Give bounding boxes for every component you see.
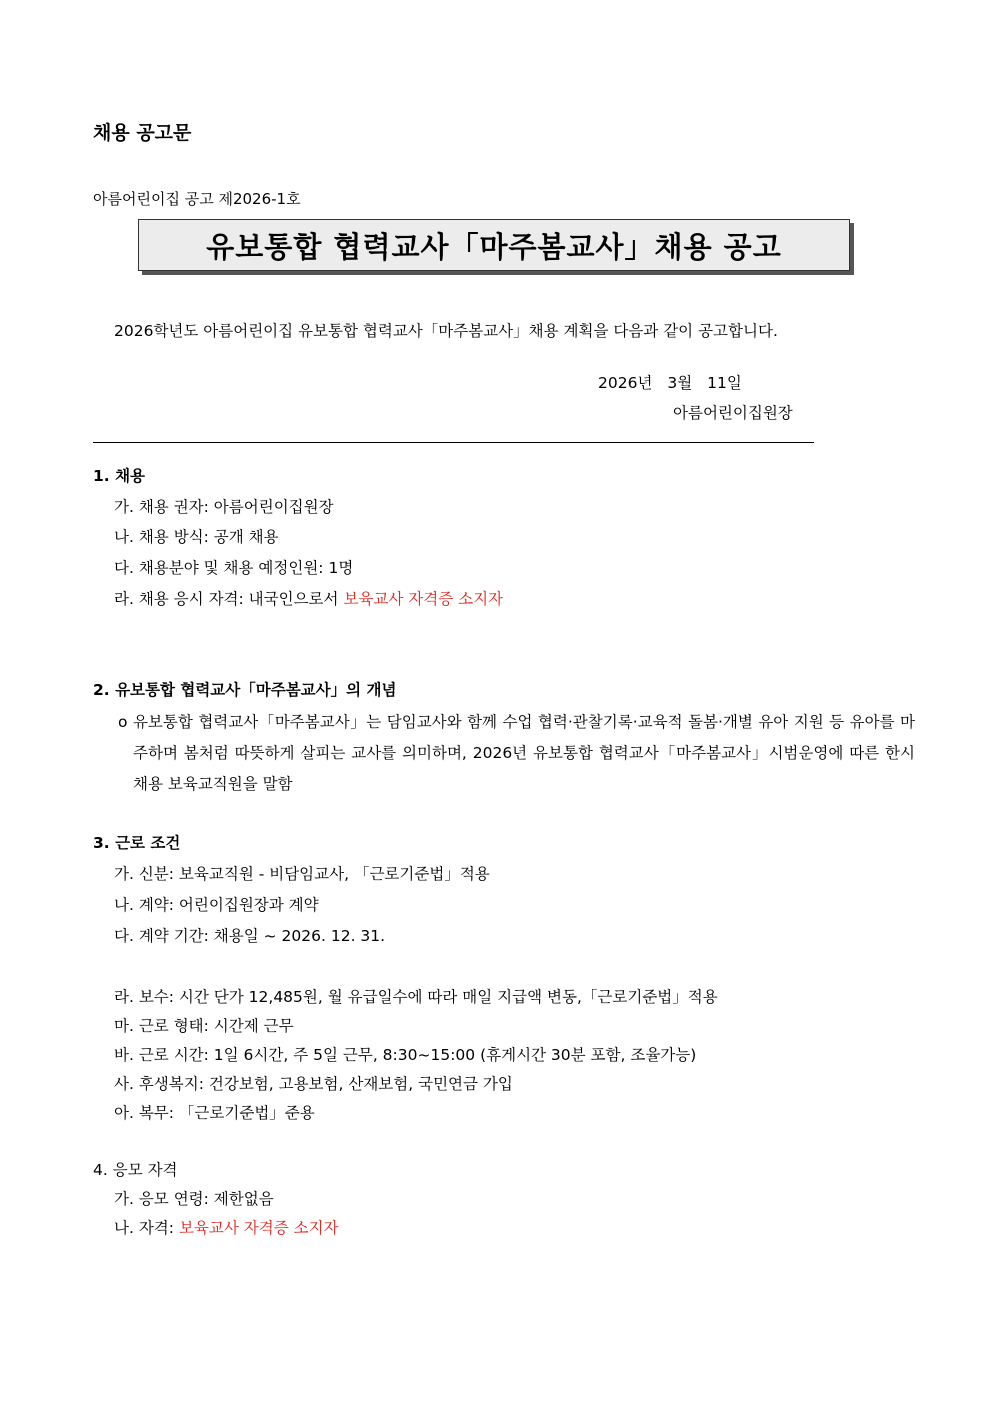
list-item: 가. 채용 권자: 아름어린이집원장 bbox=[114, 498, 334, 516]
list-item-label: 나. 자격: bbox=[114, 1219, 179, 1237]
list-item bbox=[114, 587, 503, 609]
divider bbox=[93, 442, 814, 443]
list-item: 가. 응모 연령: 제한없음 bbox=[114, 1190, 274, 1208]
title-box bbox=[138, 219, 850, 271]
document-label: 채용 공고문 bbox=[93, 122, 192, 144]
highlight-qualification: 보육교사 자격증 소지자 bbox=[343, 590, 504, 608]
list-item: 아. 복무: 「근로기준법」준용 bbox=[114, 1104, 315, 1122]
section-heading-recruitment: 1. 채용 bbox=[93, 467, 146, 485]
highlight-qualification: 보육교사 자격증 소지자 bbox=[178, 1219, 339, 1237]
list-item: 바. 근로 시간: 1일 6시간, 주 5일 근무, 8:30~15:00 (휴게시간 30분 포함, 조율가능) bbox=[114, 1046, 697, 1064]
list-item: 다. 계약 기간: 채용일 ~ 2026. 12. 31. bbox=[114, 927, 386, 945]
intro-text: 2026학년도 아름어린이집 유보통합 협력교사「마주봄교사」채용 계획을 다음과 같이 공고합니다. bbox=[114, 322, 778, 340]
section-heading-conditions: 3. 근로 조건 bbox=[93, 834, 181, 852]
page-title: 유보통합 협력교사「마주봄교사」채용 공고 bbox=[206, 229, 782, 264]
section-heading-eligibility: 4. 응모 자격 bbox=[93, 1161, 178, 1179]
list-item: 마. 근로 형태: 시간제 근무 bbox=[114, 1017, 294, 1035]
list-item: 나. 계약: 어린이집원장과 계약 bbox=[114, 896, 319, 914]
list-item: 라. 보수: 시간 단가 12,485원, 월 유급일수에 따라 매일 지급액 변동,「근로기준법」적용 bbox=[114, 988, 718, 1006]
list-item: 다. 채용분야 및 채용 예정인원: 1명 bbox=[114, 559, 354, 577]
list-item: 사. 후생복지: 건강보험, 고용보험, 산재보험, 국민연금 가입 bbox=[114, 1075, 513, 1093]
notice-number: 아름어린이집 공고 제2026-1호 bbox=[93, 190, 301, 208]
list-item: 가. 신분: 보육교직원 - 비담임교사, 「근로기준법」적용 bbox=[114, 865, 490, 883]
list-item-label: 라. 채용 응시 자격: 내국인으로서 bbox=[114, 590, 344, 608]
signer: 아름어린이집원장 bbox=[673, 404, 793, 422]
notice-date: 2026년 3월 11일 bbox=[598, 374, 742, 392]
section-heading-concept: 2. 유보통합 협력교사「마주봄교사」의 개념 bbox=[93, 681, 397, 699]
list-item: 나. 채용 방식: 공개 채용 bbox=[114, 528, 279, 546]
concept-paragraph: o 유보통합 협력교사「마주봄교사」는 담임교사와 함께 수업 협력·관찰기록·교육적 돌봄·개별 유아 지원 등 유아를 마주하며 봄처럼 따뜻하게 살피는 교사를 의미하며, 2026년 유보통합 협력교사「마주봄교사」시범운영에 따른 한시채용 보육교직원을 말함 bbox=[118, 713, 915, 793]
list-item bbox=[114, 1216, 339, 1238]
